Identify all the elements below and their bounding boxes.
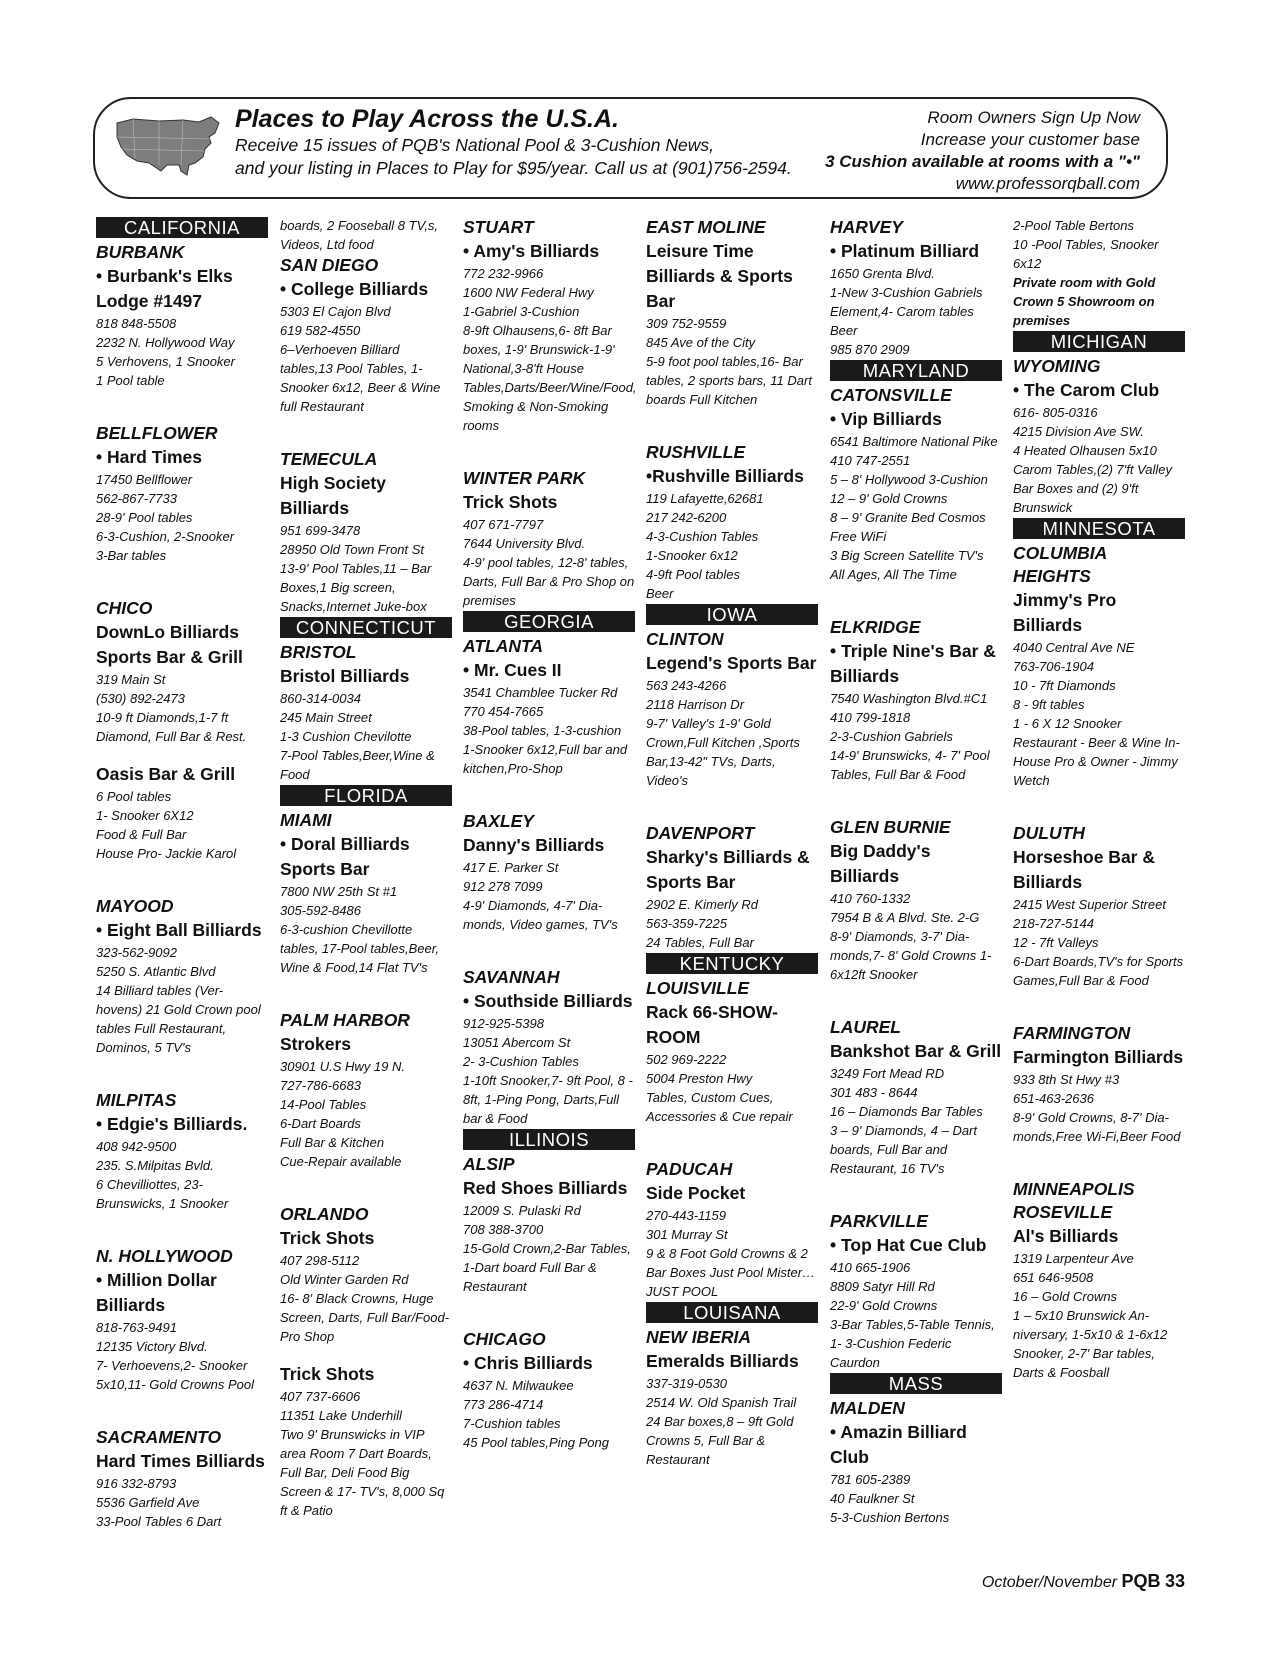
venue-name: • Doral Billiards Sports Bar xyxy=(280,834,410,879)
spacer xyxy=(96,565,268,581)
listing-detail: 12135 Victory Blvd. xyxy=(96,1339,208,1354)
listing-detail: 5004 Preston Hwy xyxy=(646,1071,753,1086)
listing-detail: 38-Pool tables, 1-3-cushion 1-Snooker 6x12,Full bar and kitchen,Pro-Shop xyxy=(463,723,628,776)
listing-detail: 301 Murray St xyxy=(646,1227,728,1242)
listing-detail: 309 752-9559 xyxy=(646,316,727,331)
spacer xyxy=(96,390,268,406)
city-name: LAUREL xyxy=(830,1017,901,1037)
city-name: BAXLEY xyxy=(463,811,534,831)
state-header: CALIFORNIA xyxy=(96,217,268,238)
listing-detail: Full Bar & Kitchen xyxy=(280,1135,385,1150)
venue-name: Horseshoe Bar & Billiards xyxy=(1013,847,1155,892)
listing-detail: 2232 N. Hollywood Way xyxy=(96,335,235,350)
listing-detail: 563 243-4266 xyxy=(646,678,727,693)
listing-detail: Food & Full Bar xyxy=(96,827,187,842)
listing-detail: 407 298-5112 xyxy=(280,1253,360,1268)
spacer xyxy=(1013,1146,1185,1162)
venue-name: Oasis Bar & Grill xyxy=(96,764,236,784)
listing-detail: 2-Pool Table Bertons xyxy=(1013,218,1134,233)
listing-detail: 1 - 6 X 12 Snooker xyxy=(1013,716,1122,731)
listing-detail: 651 646-9508 xyxy=(1013,1270,1094,1285)
listing-detail: 2-3-Cushion Gabriels xyxy=(830,729,953,744)
listing-detail: 7- Verhoevens,2- Snooker 5x10,11- Gold Crowns Pool xyxy=(96,1358,255,1392)
listing-detail: Cue-Repair available xyxy=(280,1154,402,1169)
listing-detail: 5-3-Cushion Bertons xyxy=(830,1510,950,1525)
listing-detail: 502 969-2222 xyxy=(646,1052,727,1067)
listing-detail: 1600 NW Federal Hwy xyxy=(463,285,594,300)
city-name: WINTER PARK xyxy=(463,468,586,488)
venue-name: • Vip Billiards xyxy=(830,409,942,429)
city-name: DAVENPORT xyxy=(646,823,755,843)
listing-detail: 407 737-6606 xyxy=(280,1389,361,1404)
listing-detail: 1-Snooker 6x12 xyxy=(646,548,738,563)
spacer xyxy=(646,790,818,806)
footer-page-number: 33 xyxy=(1164,1571,1185,1591)
listing-detail: 12 - 7ft Valleys xyxy=(1013,935,1099,950)
venue-name: Legend's Sports Bar xyxy=(646,653,817,673)
listing-column-6 xyxy=(1013,216,1185,1382)
listing-detail: 3 Big Screen Satellite TV's xyxy=(830,548,984,563)
listing-detail: 319 Main St xyxy=(96,672,166,687)
listing-detail: 5-9 foot pool tables,16- Bar tables, 2 sports bars, 11 Dart boards Full Kitchen xyxy=(646,354,812,407)
listing-detail: 4-9' pool tables, 12-8' tables, Darts, Full Bar & Pro Shop on premises xyxy=(463,555,635,608)
listing-detail: 9-7' Valley's 1-9' Gold Crown,Full Kitchen ,Sports Bar,13-42" TVs, Darts, Video's xyxy=(646,716,800,788)
listing-detail: 2902 E. Kimerly Rd xyxy=(646,897,758,912)
city-name: PALM HARBOR xyxy=(280,1010,410,1030)
listing-detail: 4-9' Diamonds, 4-7' Dia-monds, Video games, TV's xyxy=(463,898,618,932)
listing-detail: 916 332-8793 xyxy=(96,1476,177,1491)
venue-name: • College Billiards xyxy=(280,279,429,299)
venue-name: Strokers xyxy=(280,1034,352,1054)
listing-detail: 407 671-7797 xyxy=(463,517,544,532)
venue-name: • Eight Ball Billiards xyxy=(96,920,262,940)
listing-detail: 17450 Bellflower xyxy=(96,472,193,487)
city-name: MAYOOD xyxy=(96,896,174,916)
venue-name: Side Pocket xyxy=(646,1183,746,1203)
listing-detail: 4 Heated Olhausen 5x10 Carom Tables,(2) 7'ft Valley Bar Boxes and (2) 9'ft Brunswick xyxy=(1013,443,1173,515)
venue-name: • Platinum Billiard xyxy=(830,241,980,261)
venue-name: • Triple Nine's Bar & Billiards xyxy=(830,641,996,686)
listing-detail: 8809 Satyr Hill Rd xyxy=(830,1279,935,1294)
venue-name: Trick Shots xyxy=(463,492,558,512)
listing-detail: 4040 Central Ave NE xyxy=(1013,640,1135,655)
banner-3cushion-note: 3 Cushion available at rooms with a "•" xyxy=(825,152,1140,171)
venue-name: Farmington Billiards xyxy=(1013,1047,1184,1067)
listing-detail: 22-9' Gold Crowns xyxy=(830,1298,938,1313)
venue-name: Danny's Billiards xyxy=(463,835,605,855)
city-name: HARVEY xyxy=(830,217,903,237)
venue-name: Leisure Time Billiards & Sports Bar xyxy=(646,241,793,311)
listing-detail: 410 665-1906 xyxy=(830,1260,911,1275)
listing-detail: 7644 University Blvd. xyxy=(463,536,586,551)
spacer xyxy=(463,778,635,794)
footer-publication: PQB xyxy=(1121,1571,1161,1591)
listing-detail: 770 454-7665 xyxy=(463,704,544,719)
state-header: MASS xyxy=(830,1373,1002,1394)
listing-detail: 9 & 8 Foot Gold Crowns & 2 Bar Boxes Just Pool Mister…JUST POOL xyxy=(646,1246,816,1299)
venue-name: • Edgie's Billiards. xyxy=(96,1114,248,1134)
listing-detail: 1-3 Cushion Chevilotte xyxy=(280,729,412,744)
listing-detail: 235. S.Milpitas Bvld. xyxy=(96,1158,214,1173)
listing-detail: 7540 Washington Blvd.#C1 xyxy=(830,691,988,706)
listing-detail: 951 699-3478 xyxy=(280,523,361,538)
listing-detail: 3541 Chamblee Tucker Rd xyxy=(463,685,618,700)
listing-detail: 6 Pool tables xyxy=(96,789,172,804)
listing-detail: 408 942-9500 xyxy=(96,1139,177,1154)
listing-detail: 12 – 9' Gold Crowns xyxy=(830,491,948,506)
state-header: LOUISANA xyxy=(646,1302,818,1323)
listing-detail: 6–Verhoeven Billiard tables,13 Pool Tables, 1-Snooker 6x12, Beer & Wine full Restaurant xyxy=(280,342,441,414)
listing-detail: 727-786-6683 xyxy=(280,1078,361,1093)
listing-detail: 6541 Baltimore National Pike xyxy=(830,434,998,449)
listing-column-3 xyxy=(463,216,635,1452)
city-name: FARMINGTON xyxy=(1013,1023,1131,1043)
listing-detail: 933 8th St Hwy #3 xyxy=(1013,1072,1120,1087)
banner-line-2: and your listing in Places to Play for $95/year. Call us at (901)756-2594. xyxy=(235,158,792,178)
listing-detail: 8 – 9' Granite Bed Cosmos xyxy=(830,510,986,525)
venue-name: • Million Dollar Billiards xyxy=(96,1270,217,1315)
listing-detail: 6 Chevilliottes, 23-Brunswicks, 1 Snooker xyxy=(96,1177,229,1211)
listing-detail: 3249 Fort Mead RD xyxy=(830,1066,945,1081)
city-name: GLEN BURNIE xyxy=(830,817,951,837)
listing-detail: 6-3-cushion Chevillotte tables, 17-Pool tables,Beer, Wine & Food,14 Flat TV's xyxy=(280,922,439,975)
venue-name: Rack 66-SHOW-ROOM xyxy=(646,1002,778,1047)
listing-detail: 1-New 3-Cushion Gabriels Element,4- Carom tables Beer xyxy=(830,285,983,338)
listing-detail: 616- 805-0316 xyxy=(1013,405,1098,420)
city-name: WYOMING xyxy=(1013,356,1101,376)
listing-detail: 5303 El Cajon Blvd xyxy=(280,304,391,319)
listing-detail: 24 Bar boxes,8 – 9ft Gold Crowns 5, Full Bar & Restaurant xyxy=(646,1414,794,1467)
listing-detail: 301 483 - 8644 xyxy=(830,1085,918,1100)
listing-detail: 818-763-9491 xyxy=(96,1320,177,1335)
spacer xyxy=(646,1126,818,1142)
listing-detail: 1 Pool table xyxy=(96,373,165,388)
listing-detail: 12009 S. Pulaski Rd xyxy=(463,1203,581,1218)
listing-detail: 772 232-9966 xyxy=(463,266,544,281)
listing-detail: 5250 S. Atlantic Blvd xyxy=(96,964,216,979)
city-name: PADUCAH xyxy=(646,1159,733,1179)
listing-detail: 245 Main Street xyxy=(280,710,372,725)
state-header: ILLINOIS xyxy=(463,1129,635,1150)
listing-detail: 24 Tables, Full Bar xyxy=(646,935,754,950)
banner-website: www.professorqball.com xyxy=(955,174,1140,193)
listing-detail: 323-562-9092 xyxy=(96,945,177,960)
banner-signup: Room Owners Sign Up Now xyxy=(927,108,1140,127)
spacer xyxy=(830,584,1002,600)
listing-detail: 985 870 2909 xyxy=(830,342,910,357)
state-header: MARYLAND xyxy=(830,360,1002,381)
listing-detail: 1 – 5x10 Brunswick An-niversary, 1-5x10 & 1-6x12 Snooker, 2-7' Bar tables, Darts & Foosball xyxy=(1013,1308,1168,1380)
listing-detail: 860-314-0034 xyxy=(280,691,361,706)
listing-detail: 33-Pool Tables 6 Dart xyxy=(96,1514,222,1529)
listing-detail: 1-Gabriel 3-Cushion xyxy=(463,304,580,319)
spacer xyxy=(280,416,452,432)
listing-detail: 563-359-7225 xyxy=(646,916,727,931)
listing-detail: 28950 Old Town Front St xyxy=(280,542,425,557)
listing-detail: 1650 Grenta Blvd. xyxy=(830,266,935,281)
usa-map-icon xyxy=(113,113,225,183)
listing-detail: 13051 Abercom St xyxy=(463,1035,571,1050)
city-name: RUSHVILLE xyxy=(646,442,746,462)
city-name: STUART xyxy=(463,217,534,237)
listing-detail: 14-9' Brunswicks, 4- 7' Pool Tables, Full Bar & Food xyxy=(830,748,990,782)
venue-name: Red Shoes Billiards xyxy=(463,1178,628,1198)
banner-line-1: Receive 15 issues of PQB's National Pool & 3-Cushion News, xyxy=(235,135,714,155)
listing-detail: 14 Billiard tables (Ver-hovens) 21 Gold Crown pool tables Full Restaurant, Dominos, 5 TV's xyxy=(96,983,261,1055)
listing-detail: 8-9' Diamonds, 3-7' Dia-monds,7- 8' Gold Crowns 1-6x12ft Snooker xyxy=(830,929,992,982)
city-name: BELLFLOWER xyxy=(96,423,218,443)
venue-name: • Hard Times xyxy=(96,447,202,467)
listing-detail: 337-319-0530 xyxy=(646,1376,727,1391)
listing-detail: 2514 W. Old Spanish Trail xyxy=(646,1395,797,1410)
listing-column-2 xyxy=(280,216,452,1520)
listing-detail: 30901 U.S Hwy 19 N. xyxy=(280,1059,406,1074)
listing-detail: 14-Pool Tables xyxy=(280,1097,367,1112)
listing-detail: House Pro- Jackie Karol xyxy=(96,846,237,861)
listing-detail: 1- Snooker 6X12 xyxy=(96,808,194,823)
listing-detail: 4-9ft Pool tables xyxy=(646,567,740,582)
state-header: CONNECTICUT xyxy=(280,617,452,638)
venue-name: High Society Billiards xyxy=(280,473,386,518)
listing-detail: 270-443-1159 xyxy=(646,1208,726,1223)
listing-detail: boards, 2 Fooseball 8 TV,s, Videos, Ltd food xyxy=(280,218,439,252)
page-footer xyxy=(970,1571,1185,1592)
banner-title: Places to Play Across the U.S.A. xyxy=(235,105,619,133)
listing-detail: 410 799-1818 xyxy=(830,710,911,725)
listing-detail: 845 Ave of the City xyxy=(646,335,756,350)
listing-detail: 13-9' Pool Tables,11 – Bar Boxes,1 Big screen, Snacks,Internet Juke-box xyxy=(280,561,432,614)
venue-name: • Burbank's Elks Lodge #1497 xyxy=(96,266,233,311)
spacer xyxy=(96,863,268,879)
spacer xyxy=(830,784,1002,800)
listing-column-4 xyxy=(646,216,818,1469)
city-name: NEW IBERIA xyxy=(646,1327,751,1347)
venue-name: Al's Billiards xyxy=(1013,1226,1119,1246)
spacer xyxy=(830,1178,1002,1194)
listing-detail: 217 242-6200 xyxy=(646,510,727,525)
city-name: ATLANTA xyxy=(463,636,544,656)
venue-name: • The Carom Club xyxy=(1013,380,1160,400)
listing-detail: 763-706-1904 xyxy=(1013,659,1094,674)
listing-detail: 6-Dart Boards xyxy=(280,1116,361,1131)
state-header: MICHIGAN xyxy=(1013,331,1185,352)
listing-detail: Beer xyxy=(646,586,674,601)
spacer xyxy=(463,435,635,451)
state-header: IOWA xyxy=(646,604,818,625)
listing-detail: 45 Pool tables,Ping Pong xyxy=(463,1435,609,1450)
listing-detail: 28-9' Pool tables xyxy=(96,510,193,525)
spacer xyxy=(830,984,1002,1000)
listing-detail: 410 760-1332 xyxy=(830,891,911,906)
city-name: CHICO xyxy=(96,598,153,618)
city-name: TEMECULA xyxy=(280,449,378,469)
footer-issue: October/November xyxy=(981,1574,1118,1591)
listing-detail: 16 – Diamonds Bar Tables xyxy=(830,1104,983,1119)
listing-detail: 2118 Harrison Dr xyxy=(646,697,745,712)
listing-detail: 7-Cushion tables xyxy=(463,1416,561,1431)
state-header: MINNESOTA xyxy=(1013,518,1185,539)
listing-detail: 773 286-4714 xyxy=(463,1397,544,1412)
listing-detail: 7954 B & A Blvd. Ste. 2-G xyxy=(830,910,980,925)
places-to-play-banner xyxy=(93,97,1168,199)
city-name: EAST MOLINE xyxy=(646,217,766,237)
venue-name: •Rushville Billiards xyxy=(646,466,804,486)
city-name: SAN DIEGO xyxy=(280,255,379,275)
listing-detail: 912-925-5398 xyxy=(463,1016,544,1031)
listing-detail: 3-Bar Tables,5-Table Tennis, 1- 3-Cushion Federic Caurdon xyxy=(830,1317,995,1370)
city-name: COLUMBIA HEIGHTS xyxy=(1013,543,1107,586)
listing-detail: 619 582-4550 xyxy=(280,323,361,338)
city-name: DULUTH xyxy=(1013,823,1085,843)
venue-name: • Top Hat Cue Club xyxy=(830,1235,987,1255)
listing-detail: 15-Gold Crown,2-Bar Tables, 1-Dart board Full Bar & Restaurant xyxy=(463,1241,631,1294)
listing-detail: 5536 Garfield Ave xyxy=(96,1495,200,1510)
venue-name: Emeralds Billiards xyxy=(646,1351,799,1371)
listing-detail: Private room with Gold Crown 5 Showroom on premises xyxy=(1013,275,1156,328)
listing-detail: 2415 West Superior Street xyxy=(1013,897,1166,912)
listing-column-1 xyxy=(96,216,268,1531)
city-name: LOUISVILLE xyxy=(646,978,750,998)
venue-name: Trick Shots xyxy=(280,1228,375,1248)
spacer xyxy=(96,1057,268,1073)
venue-name: • Chris Billiards xyxy=(463,1353,593,1373)
state-header: GEORGIA xyxy=(463,611,635,632)
listing-detail: 10-9 ft Diamonds,1-7 ft Diamond, Full Bar & Rest. xyxy=(96,710,247,744)
listing-detail: 2- 3-Cushion Tables xyxy=(463,1054,579,1069)
spacer xyxy=(463,934,635,950)
listing-detail: 417 E. Parker St xyxy=(463,860,559,875)
listing-detail: 40 Faulkner St xyxy=(830,1491,915,1506)
listing-detail: 562-867-7733 xyxy=(96,491,177,506)
listing-detail: 16 – Gold Crowns xyxy=(1013,1289,1118,1304)
city-name: CHICAGO xyxy=(463,1329,546,1349)
banner-customer-base: Increase your customer base xyxy=(920,130,1140,149)
listing-detail: 10 -Pool Tables, Snooker 6x12 xyxy=(1013,237,1159,271)
listing-detail: 912 278 7099 xyxy=(463,879,543,894)
city-name: BRISTOL xyxy=(280,642,357,662)
city-name: CATONSVILLE xyxy=(830,385,952,405)
venue-name: • Amy's Billiards xyxy=(463,241,600,261)
spacer xyxy=(463,1296,635,1312)
listing-detail: Old Winter Garden Rd xyxy=(280,1272,409,1287)
city-name: CLINTON xyxy=(646,629,724,649)
venue-name: Bristol Billiards xyxy=(280,666,410,686)
city-name: PARKVILLE xyxy=(830,1211,928,1231)
city-name: N. HOLLYWOOD xyxy=(96,1246,233,1266)
city-name: MIAMI xyxy=(280,810,332,830)
city-name: BURBANK xyxy=(96,242,185,262)
city-name: MINNEAPOLIS ROSEVILLE xyxy=(1013,1179,1135,1222)
venue-name: Bankshot Bar & Grill xyxy=(830,1041,1002,1061)
listing-detail: 818 848-5508 xyxy=(96,316,177,331)
listing-detail: Free WiFi xyxy=(830,529,887,544)
city-name: MALDEN xyxy=(830,1398,905,1418)
listing-detail: 3-Bar tables xyxy=(96,548,167,563)
listing-detail: (530) 892-2473 xyxy=(96,691,185,706)
listing-detail: 5 – 8' Hollywood 3-Cushion xyxy=(830,472,988,487)
listing-detail: 8-9ft Olhausens,6- 8ft Bar boxes, 1-9' Brunswick-1-9' National,3-8'ft House Tables,Darts/Beer/Wine/Food, Smoking & Non-Smoking rooms xyxy=(463,323,637,433)
venue-name: • Mr. Cues II xyxy=(463,660,562,680)
spacer xyxy=(280,1346,452,1362)
listing-detail: 8-9' Gold Crowns, 8-7' Dia-monds,Free Wi-Fi,Beer Food xyxy=(1013,1110,1181,1144)
listing-detail: 6-3-Cushion, 2-Snooker xyxy=(96,529,235,544)
spacer xyxy=(280,977,452,993)
listing-detail: 1-10ft Snooker,7- 9ft Pool, 8 - 8ft, 1-Ping Pong, Darts,Full bar & Food xyxy=(463,1073,633,1126)
listing-detail: Tables, Custom Cues, Accessories & Cue repair xyxy=(646,1090,793,1124)
venue-name: Jimmy's Pro Billiards xyxy=(1013,590,1117,635)
listing-detail: 3 – 9' Diamonds, 4 – Dart boards, Full Bar and Restaurant, 16 TV's xyxy=(830,1123,977,1176)
venue-name: Hard Times Billiards xyxy=(96,1451,265,1471)
listing-detail: 781 605-2389 xyxy=(830,1472,911,1487)
city-name: ALSIP xyxy=(463,1154,515,1174)
listing-detail: All Ages, All The Time xyxy=(830,567,957,582)
listing-column-5 xyxy=(830,216,1002,1527)
listing-detail: 651-463-2636 xyxy=(1013,1091,1094,1106)
venue-name: Big Daddy's Billiards xyxy=(830,841,931,886)
listing-detail: Two 9' Brunswicks in VIP area Room 7 Dart Boards, Full Bar, Deli Food Big Screen & 17- TV's, 8,000 Sq ft & Patio xyxy=(280,1427,445,1518)
state-header: KENTUCKY xyxy=(646,953,818,974)
listing-detail: 8 - 9ft tables xyxy=(1013,697,1085,712)
listing-detail: Restaurant - Beer & Wine In-House Pro & Owner - Jimmy Wetch xyxy=(1013,735,1180,788)
listing-detail: 119 Lafayette,62681 xyxy=(646,491,764,506)
listing-detail: 11351 Lake Underhill xyxy=(280,1408,402,1423)
spacer xyxy=(96,1394,268,1410)
spacer xyxy=(646,409,818,425)
listing-detail: 7-Pool Tables,Beer,Wine & Food xyxy=(280,748,435,782)
spacer xyxy=(96,746,268,762)
listing-detail: 305-592-8486 xyxy=(280,903,361,918)
spacer xyxy=(1013,790,1185,806)
listing-detail: 4637 N. Milwaukee xyxy=(463,1378,574,1393)
listing-detail: 16- 8' Black Crowns, Huge Screen, Darts, Full Bar/Food-Pro Shop xyxy=(280,1291,450,1344)
listing-detail: 6-Dart Boards,TV's for Sports Games,Full Bar & Food xyxy=(1013,954,1184,988)
city-name: MILPITAS xyxy=(96,1090,177,1110)
venue-name: • Southside Billiards xyxy=(463,991,633,1011)
spacer xyxy=(1013,990,1185,1006)
city-name: ELKRIDGE xyxy=(830,617,921,637)
city-name: SACRAMENTO xyxy=(96,1427,222,1447)
listing-detail: 5 Verhovens, 1 Snooker xyxy=(96,354,235,369)
city-name: ORLANDO xyxy=(280,1204,369,1224)
venue-name: Trick Shots xyxy=(280,1364,375,1384)
listing-detail: 4-3-Cushion Tables xyxy=(646,529,759,544)
listing-detail: 218-727-5144 xyxy=(1013,916,1094,931)
venue-name: DownLo Billiards Sports Bar & Grill xyxy=(96,622,243,667)
listing-detail: 4215 Division Ave SW. xyxy=(1013,424,1145,439)
listing-detail: 708 388-3700 xyxy=(463,1222,544,1237)
venue-name: • Amazin Billiard Club xyxy=(830,1422,967,1467)
venue-name: Sharky's Billiards & Sports Bar xyxy=(646,847,810,892)
listing-detail: 10 - 7ft Diamonds xyxy=(1013,678,1116,693)
listing-detail: 1319 Larpenteur Ave xyxy=(1013,1251,1134,1266)
listing-detail: 7800 NW 25th St #1 xyxy=(280,884,398,899)
city-name: SAVANNAH xyxy=(463,967,560,987)
spacer xyxy=(280,1171,452,1187)
listing-detail: 410 747-2551 xyxy=(830,453,911,468)
state-header: FLORIDA xyxy=(280,785,452,806)
spacer xyxy=(96,1213,268,1229)
